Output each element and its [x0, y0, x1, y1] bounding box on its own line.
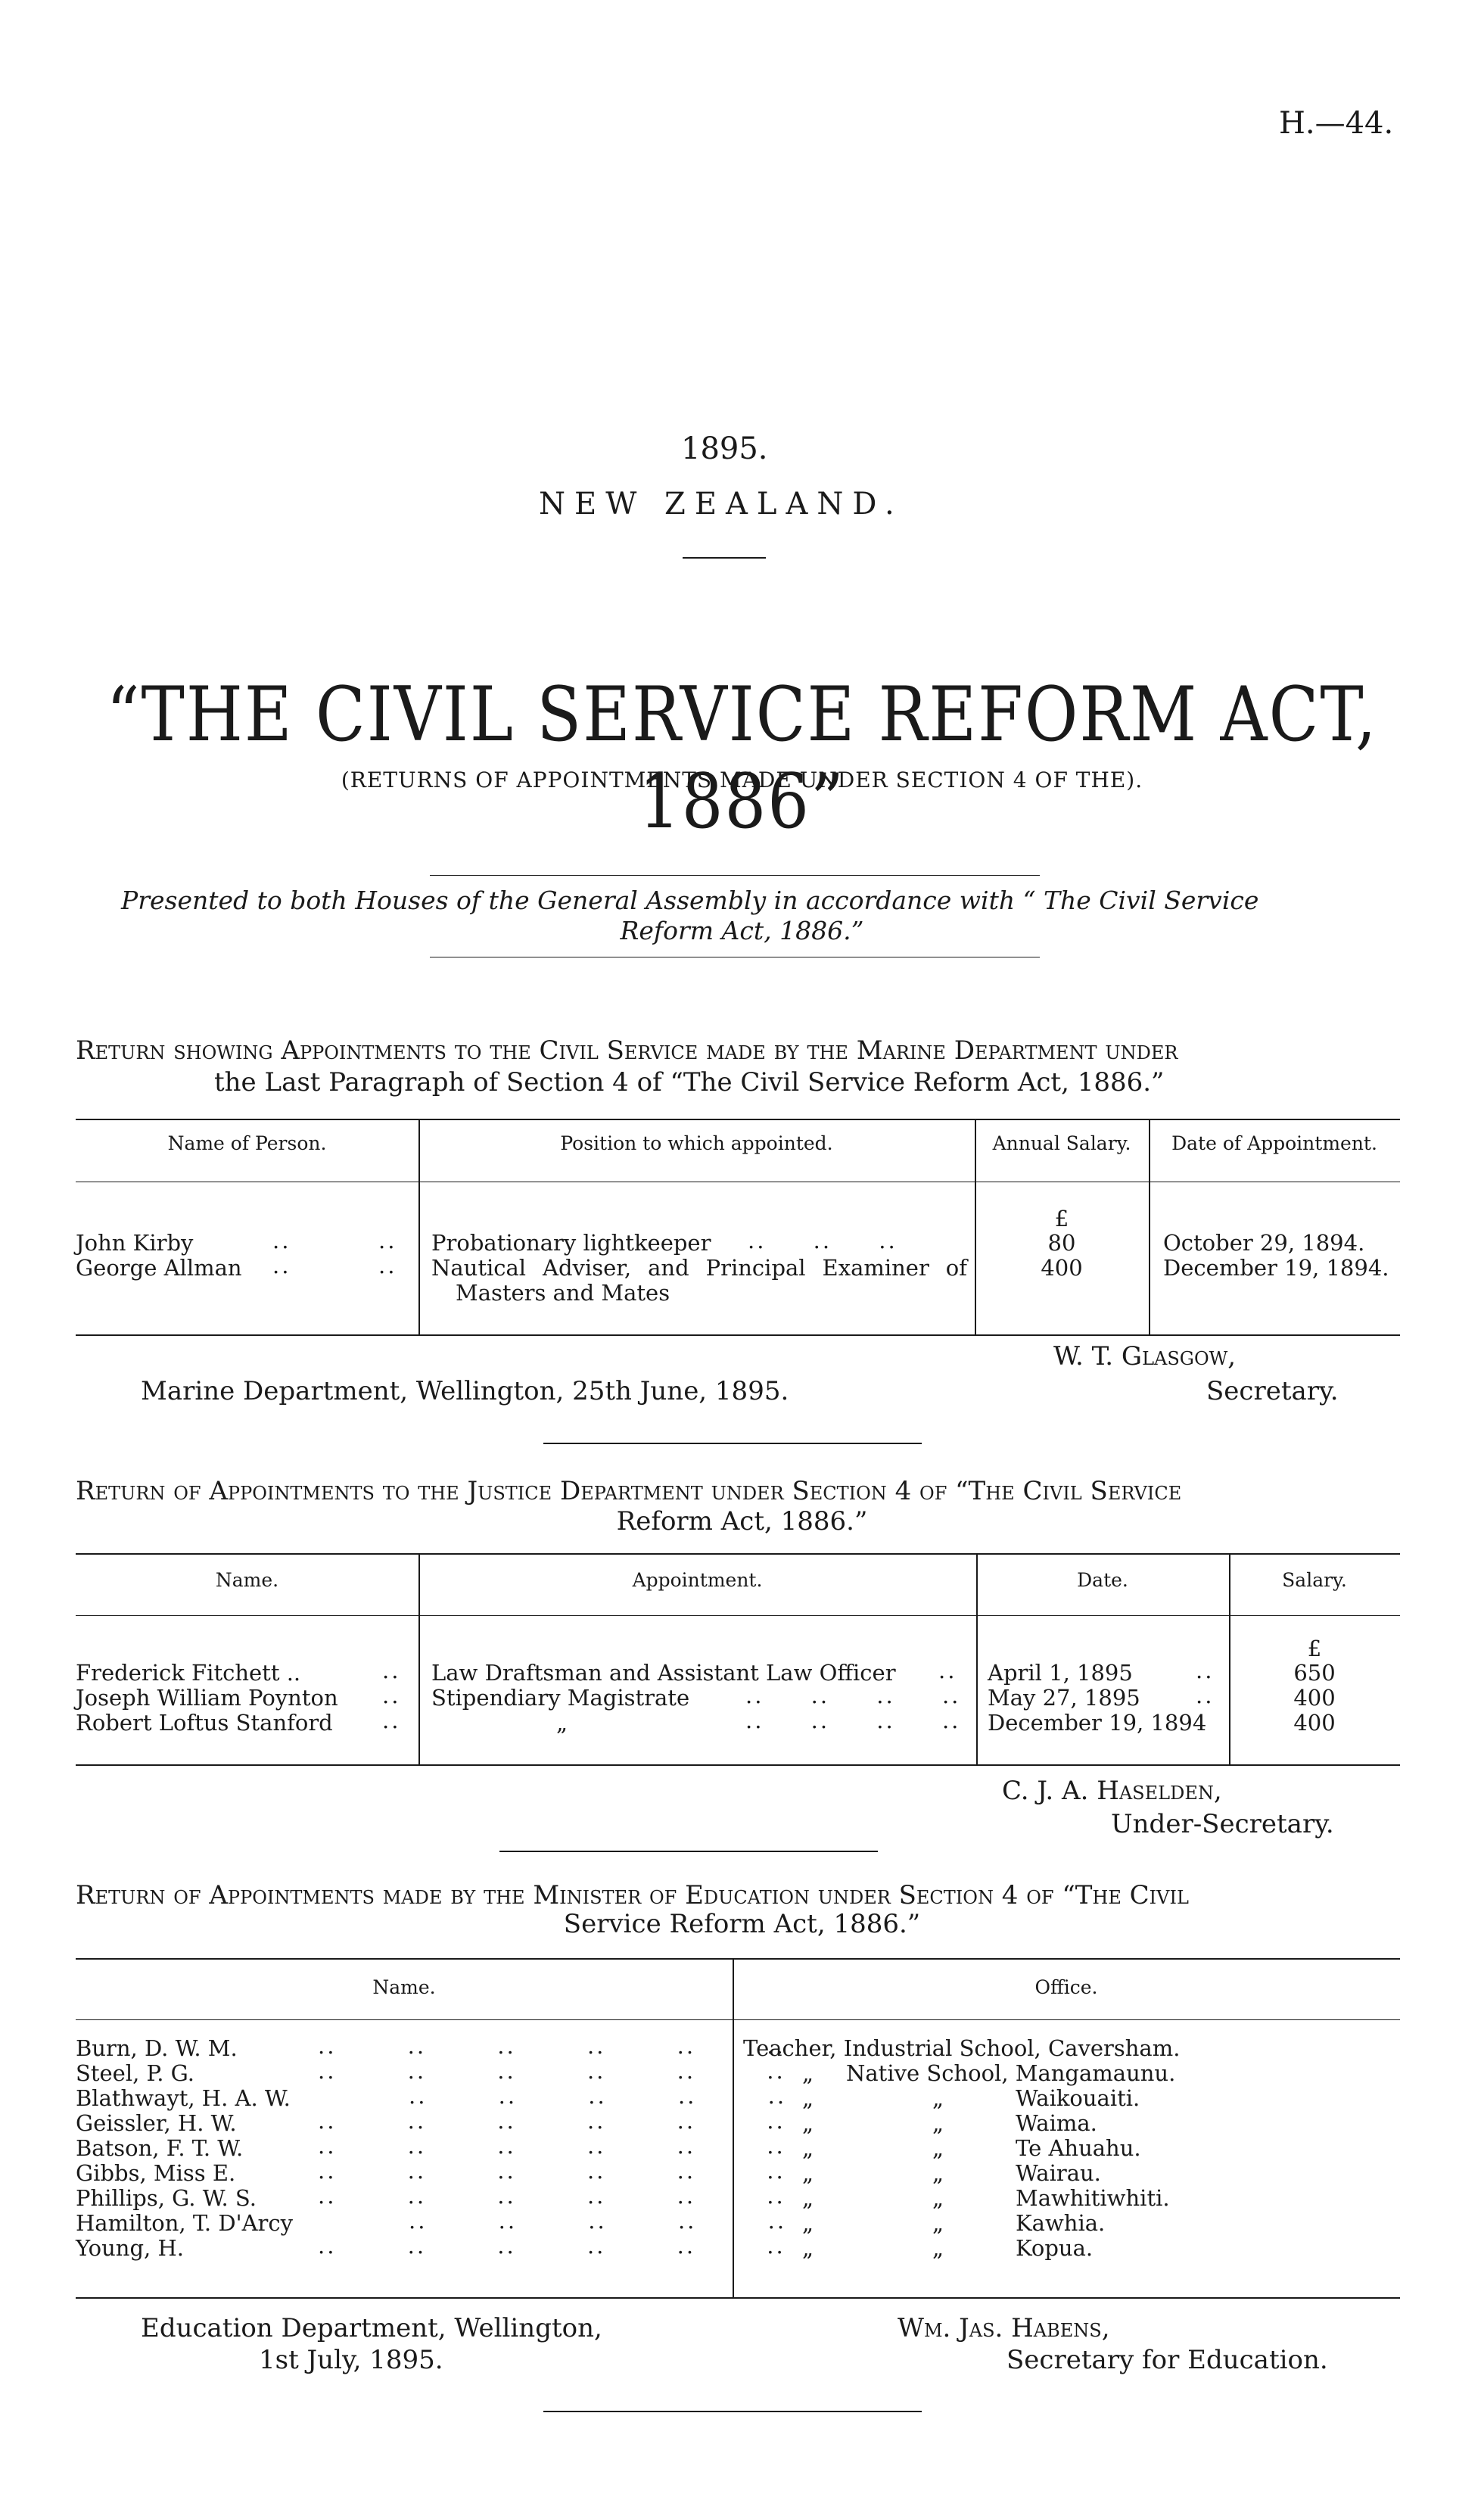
justice-signatory-title: Under-Secretary. [1111, 1809, 1334, 1839]
table-cell-date: December 19, 1894 [988, 1710, 1207, 1736]
table-cell-name: Geissler, H. W. [76, 2110, 237, 2136]
column-header-name: Name. [372, 1976, 436, 1998]
leader-dots: .. .. .. .. .. [409, 2208, 787, 2234]
table-cell-salary: 400 [1293, 1685, 1336, 1711]
education-heading-line-1: Return of Appointments made by the Minister of Education under Section 4 of “The Civil [76, 1880, 1189, 1910]
column-header-position: Position to which appointed. [560, 1132, 833, 1154]
document-title: “THE CIVIL SERVICE REFORM ACT, 1886” [106, 671, 1378, 845]
table-cell-name: Robert Loftus Stanford [76, 1710, 333, 1736]
ditto-mark: „ [802, 2210, 814, 2236]
country: NEW ZEALAND. [539, 487, 904, 522]
leader-dots: .. [382, 1658, 401, 1683]
currency-symbol: £ [1307, 1636, 1322, 1661]
ditto-mark: „ [932, 2235, 944, 2261]
table-cell-position-continued: Masters and Mates [456, 1280, 670, 1306]
leader-dots: .. .. .. .. .. .. [318, 2058, 786, 2084]
table-cell-appointment: Law Draftsman and Assistant Law Officer [431, 1660, 896, 1686]
column-header-salary: Annual Salary. [992, 1132, 1131, 1154]
leader-dots: .. .. .. .. .. .. [318, 2158, 786, 2184]
ditto-mark: „ [802, 2235, 814, 2261]
column-header-appointment: Appointment. [632, 1569, 763, 1591]
table-rule [76, 1764, 1400, 1766]
column-header-name: Name. [215, 1569, 279, 1591]
education-signatory: Wm. Jas. Habens, [898, 2313, 1110, 2343]
table-cell-position: Probationary lightkeeper [431, 1230, 711, 1256]
education-place-line-1: Education Department, Wellington, [141, 2313, 602, 2343]
leader-dots: .. [382, 1708, 401, 1733]
table-cell-name: Gibbs, Miss E. [76, 2160, 236, 2186]
leader-dots: .. .. .. .. .. [409, 2083, 787, 2109]
table-cell-office: Kawhia. [1016, 2210, 1106, 2236]
table-rule [76, 1958, 1400, 1960]
table-cell-salary: 650 [1293, 1660, 1336, 1686]
leader-dots: .. [1196, 1658, 1215, 1683]
table-cell-office: Waima. [1016, 2110, 1097, 2136]
table-cell-name: Joseph William Poynton [76, 1685, 338, 1711]
ditto-mark: „ [802, 2110, 814, 2136]
justice-heading-line-1: Return of Appointments to the Justice Department under Section 4 of “The Civil Service [76, 1476, 1182, 1506]
table-cell-office: Native School, Mangamaunu. [846, 2060, 1176, 2086]
column-header-date: Date of Appointment. [1171, 1132, 1377, 1154]
ditto-mark: „ [932, 2085, 944, 2111]
justice-signatory: C. J. A. Haselden, [1002, 1776, 1222, 1806]
leader-dots: .. .. .. .. .. .. [318, 2033, 786, 2059]
table-cell-office: Te Ahuahu. [1016, 2135, 1141, 2161]
table-cell-name: Hamilton, T. D'Arcy [76, 2210, 294, 2236]
table-cell-name: Steel, P. G. [76, 2060, 194, 2086]
ditto-mark: „ [802, 2060, 814, 2086]
leader-dots: .. .. .. .. .. .. [318, 2183, 786, 2209]
ditto-mark: „ [556, 1710, 568, 1736]
marine-heading-line-1: Return showing Appointments to the Civil Service made by the Marine Department under [76, 1035, 1178, 1066]
column-header-date: Date. [1077, 1569, 1128, 1591]
presented-line-1: Presented to both Houses of the General Assembly in accordance with “ The Civil Service [121, 886, 1259, 915]
table-cell-name: Young, H. [76, 2235, 184, 2261]
marine-signatory-title: Secretary. [1206, 1376, 1339, 1406]
leader-dots: .. [272, 1253, 291, 1278]
leader-dots: .. [382, 1683, 401, 1708]
leader-dots: .. .. .. .. .. .. [318, 2108, 786, 2134]
education-heading-line-2: Service Reform Act, 1886.” [563, 1909, 921, 1939]
ditto-mark: „ [802, 2085, 814, 2111]
ditto-mark: „ [932, 2160, 944, 2186]
ditto-mark: „ [932, 2135, 944, 2161]
divider [430, 875, 1040, 876]
table-cell-date: December 19, 1894. [1163, 1255, 1389, 1281]
justice-heading-line-2: Reform Act, 1886.” [616, 1506, 868, 1537]
education-signatory-title: Secretary for Education. [1006, 2345, 1328, 2375]
ditto-mark: „ [802, 2185, 814, 2211]
table-cell-office: Waikouaiti. [1016, 2085, 1140, 2111]
table-rule [76, 2019, 1400, 2020]
table-rule [76, 1553, 1400, 1555]
divider [543, 1443, 922, 1444]
table-cell-name: George Allman [76, 1255, 242, 1281]
table-cell-name: Phillips, G. W. S. [76, 2185, 257, 2211]
leader-dots: .. [1196, 1683, 1215, 1708]
marine-heading-line-2: the Last Paragraph of Section 4 of “The Civil Service Reform Act, 1886.” [214, 1067, 1165, 1098]
table-rule [76, 1334, 1400, 1336]
ditto-mark: „ [932, 2210, 944, 2236]
ditto-mark: „ [932, 2185, 944, 2211]
table-cell-date: October 29, 1894. [1163, 1230, 1365, 1256]
table-cell-salary: 80 [1047, 1230, 1076, 1256]
marine-place-date: Marine Department, Wellington, 25th June, 1895. [141, 1376, 789, 1406]
table-cell-office: Kopua. [1016, 2235, 1094, 2261]
divider [499, 1851, 878, 1852]
ditto-mark: „ [932, 2110, 944, 2136]
table-cell-salary: 400 [1041, 1255, 1083, 1281]
currency-symbol: £ [1054, 1206, 1069, 1231]
column-header-name: Name of Person. [167, 1132, 327, 1154]
leader-dots: .. [378, 1253, 397, 1278]
presented-line-2: Reform Act, 1886.” [620, 916, 864, 945]
table-cell-office: Wairau. [1016, 2160, 1101, 2186]
table-cell-office: Teacher, Industrial School, Caversham. [743, 2035, 1181, 2061]
table-cell-name: Blathwayt, H. A. W. [76, 2085, 291, 2111]
column-header-office: Office. [1034, 1976, 1098, 1998]
divider [683, 557, 766, 559]
education-place-line-2: 1st July, 1895. [259, 2345, 443, 2375]
leader-dots: .. [378, 1228, 397, 1253]
table-cell-appointment: Stipendiary Magistrate [431, 1685, 690, 1711]
leader-dots: .. .. .. .. .. .. [318, 2233, 786, 2259]
leader-dots: .. .. .. [748, 1228, 898, 1253]
table-cell-salary: 400 [1293, 1710, 1336, 1736]
table-cell-date: May 27, 1895 [988, 1685, 1140, 1711]
table-cell-name: Batson, F. T. W. [76, 2135, 244, 2161]
document-subtitle: (RETURNS OF APPOINTMENTS MADE UNDER SECTION 4 OF THE). [341, 768, 1143, 792]
marine-signatory: W. T. Glasgow, [1053, 1341, 1237, 1372]
leader-dots: .. .. .. .. [745, 1683, 961, 1708]
table-cell-position: Nautical Adviser, and Principal Examiner of [431, 1255, 967, 1281]
ditto-mark: „ [802, 2135, 814, 2161]
table-cell-office: Mawhitiwhiti. [1016, 2185, 1170, 2211]
table-cell-date: April 1, 1895 [988, 1660, 1133, 1686]
page-reference: H.—44. [1279, 106, 1394, 141]
divider [543, 2411, 922, 2412]
leader-dots: .. [272, 1228, 291, 1253]
table-rule [76, 1615, 1400, 1616]
leader-dots: .. .. .. .. [745, 1708, 961, 1733]
table-cell-name: Burn, D. W. M. [76, 2035, 238, 2061]
leader-dots: .. .. .. .. .. .. [318, 2133, 786, 2159]
table-cell-name: John Kirby [76, 1230, 194, 1256]
column-header-salary: Salary. [1282, 1569, 1347, 1591]
table-cell-name: Frederick Fitchett .. [76, 1660, 301, 1686]
leader-dots: .. [938, 1658, 957, 1683]
table-rule [76, 1119, 1400, 1120]
year: 1895. [681, 431, 768, 466]
ditto-mark: „ [802, 2160, 814, 2186]
table-rule [76, 2297, 1400, 2299]
